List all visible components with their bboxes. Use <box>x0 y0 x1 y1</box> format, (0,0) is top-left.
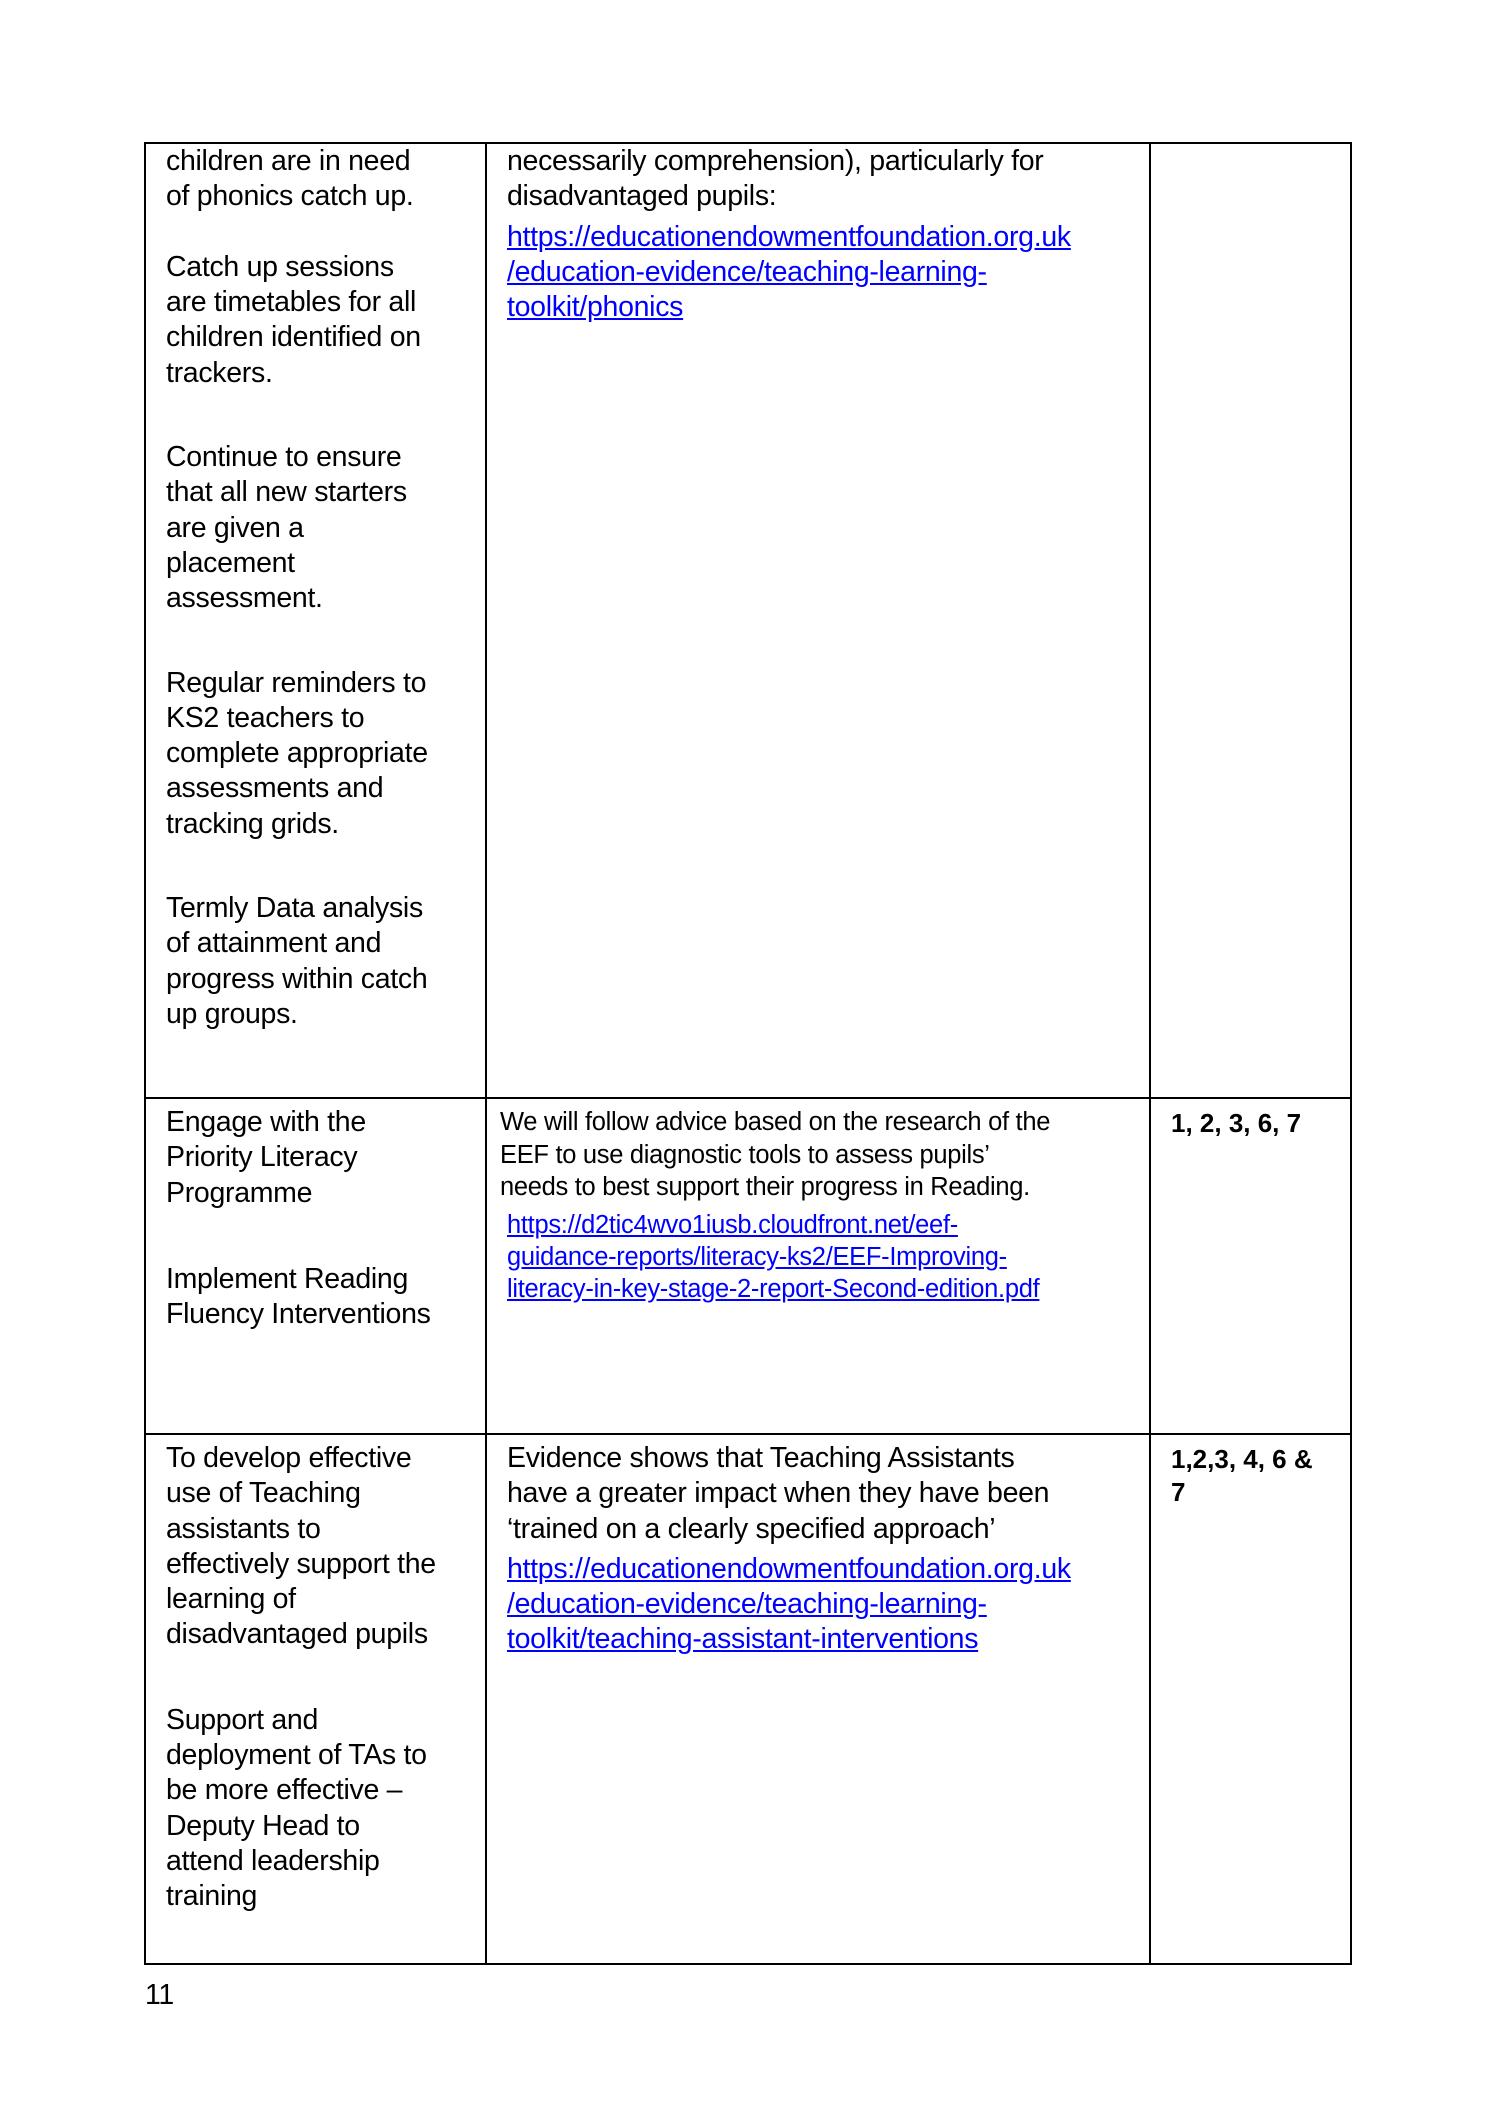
text-line: To develop effective <box>166 1442 412 1474</box>
text-line: use of Teaching <box>166 1477 361 1510</box>
activity-cell <box>166 144 428 1032</box>
text-line: up groups. <box>166 997 298 1030</box>
text-line: Fluency Interventions <box>166 1298 431 1331</box>
text-line: Engage with the <box>166 1106 366 1138</box>
column-divider <box>485 143 487 1965</box>
evidence-cell <box>507 1441 1071 1658</box>
link-line[interactable]: /education-evidence/teaching-learning- <box>507 255 987 288</box>
row-divider <box>144 1433 1352 1435</box>
text-line: Evidence shows that Teaching Assistants <box>507 1442 1015 1474</box>
challenge-numbers: 1,2,3, 4, 6 & <box>1171 1444 1313 1474</box>
text-line: Implement Reading <box>166 1262 409 1295</box>
text-line: disadvantaged pupils <box>166 1618 428 1651</box>
text-line: Deputy Head to <box>166 1809 360 1842</box>
row-divider <box>144 1097 1352 1099</box>
text-line: progress within catch <box>166 962 428 995</box>
text-line: Termly Data analysis <box>166 892 423 925</box>
column-divider <box>1149 143 1151 1965</box>
challenge-numbers: 1, 2, 3, 6, 7 <box>1171 1108 1302 1138</box>
text-line: deployment of TAs to <box>166 1739 427 1772</box>
table-border-left <box>144 143 146 1965</box>
table-border-right <box>1350 143 1352 1965</box>
activity-cell <box>166 1105 431 1332</box>
text-line: necessarily comprehension), particularly for <box>507 145 1044 177</box>
text-line: assessment. <box>166 582 323 615</box>
text-line: learning of <box>166 1583 296 1616</box>
text-line: Support and <box>166 1703 318 1736</box>
text-line: trackers. <box>166 356 273 389</box>
challenges-cell <box>1171 1443 1313 1509</box>
link-line[interactable]: toolkit/phonics <box>507 291 684 324</box>
text-line: assessments and <box>166 772 384 805</box>
text-line: placement <box>166 546 295 579</box>
table-border-bottom <box>144 1963 1352 1965</box>
text-line: complete appropriate <box>166 737 428 770</box>
text-line: of attainment and <box>166 927 382 960</box>
eef-literacy-ks2-link[interactable] <box>507 1209 1050 1305</box>
text-line: Continue to ensure <box>166 441 402 474</box>
text-line: ‘trained on a clearly specified approach’ <box>507 1512 996 1545</box>
text-line: tracking grids. <box>166 807 339 840</box>
link-line[interactable]: guidance-reports/literacy-ks2/EEF-Improving- <box>507 1242 1007 1271</box>
link-line[interactable]: https://educationendowmentfoundation.org.uk <box>507 220 1071 253</box>
text-line: be more effective – <box>166 1774 403 1807</box>
text-line: children are in need <box>166 145 411 177</box>
challenges-cell <box>1171 1107 1301 1140</box>
text-line: effectively support the <box>166 1547 436 1580</box>
text-line: Regular reminders to <box>166 666 427 699</box>
text-line: are given a <box>166 511 304 544</box>
text-line: needs to best support their progress in Reading. <box>500 1173 1030 1202</box>
eef-teaching-assistant-link[interactable] <box>507 1552 1071 1658</box>
evidence-cell <box>507 144 1071 325</box>
link-line[interactable]: toolkit/teaching-assistant-interventions <box>507 1623 979 1656</box>
evidence-cell <box>500 1106 1050 1305</box>
text-line: assistants to <box>166 1512 321 1545</box>
link-line[interactable]: literacy-in-key-stage-2-report-Second-edition.pdf <box>507 1274 1040 1303</box>
text-line: disadvantaged pupils: <box>507 180 777 213</box>
eef-phonics-link[interactable] <box>507 220 1071 326</box>
text-line: KS2 teachers to <box>166 701 365 734</box>
text-line: of phonics catch up. <box>166 180 414 213</box>
text-line: Programme <box>166 1176 313 1209</box>
link-line[interactable]: https://d2tic4wvo1iusb.cloudfront.net/eef- <box>507 1210 958 1239</box>
text-line: Catch up sessions <box>166 250 394 283</box>
text-line: training <box>166 1880 258 1913</box>
text-line: We will follow advice based on the research of the <box>500 1108 1051 1136</box>
text-line: attend leadership <box>166 1844 380 1877</box>
text-line: are timetables for all <box>166 286 417 319</box>
text-line: Priority Literacy <box>166 1141 358 1174</box>
link-line[interactable]: https://educationendowmentfoundation.org.uk <box>507 1552 1071 1585</box>
page-number: 11 <box>145 1979 174 2011</box>
activity-cell <box>166 1441 436 1915</box>
text-line: children identified on <box>166 321 421 354</box>
challenge-numbers: 7 <box>1171 1477 1186 1507</box>
text-line: that all new starters <box>166 476 407 509</box>
text-line: have a greater impact when they have been <box>507 1477 1050 1510</box>
text-line: EEF to use diagnostic tools to assess pupils’ <box>500 1140 990 1169</box>
link-line[interactable]: /education-evidence/teaching-learning- <box>507 1588 987 1621</box>
